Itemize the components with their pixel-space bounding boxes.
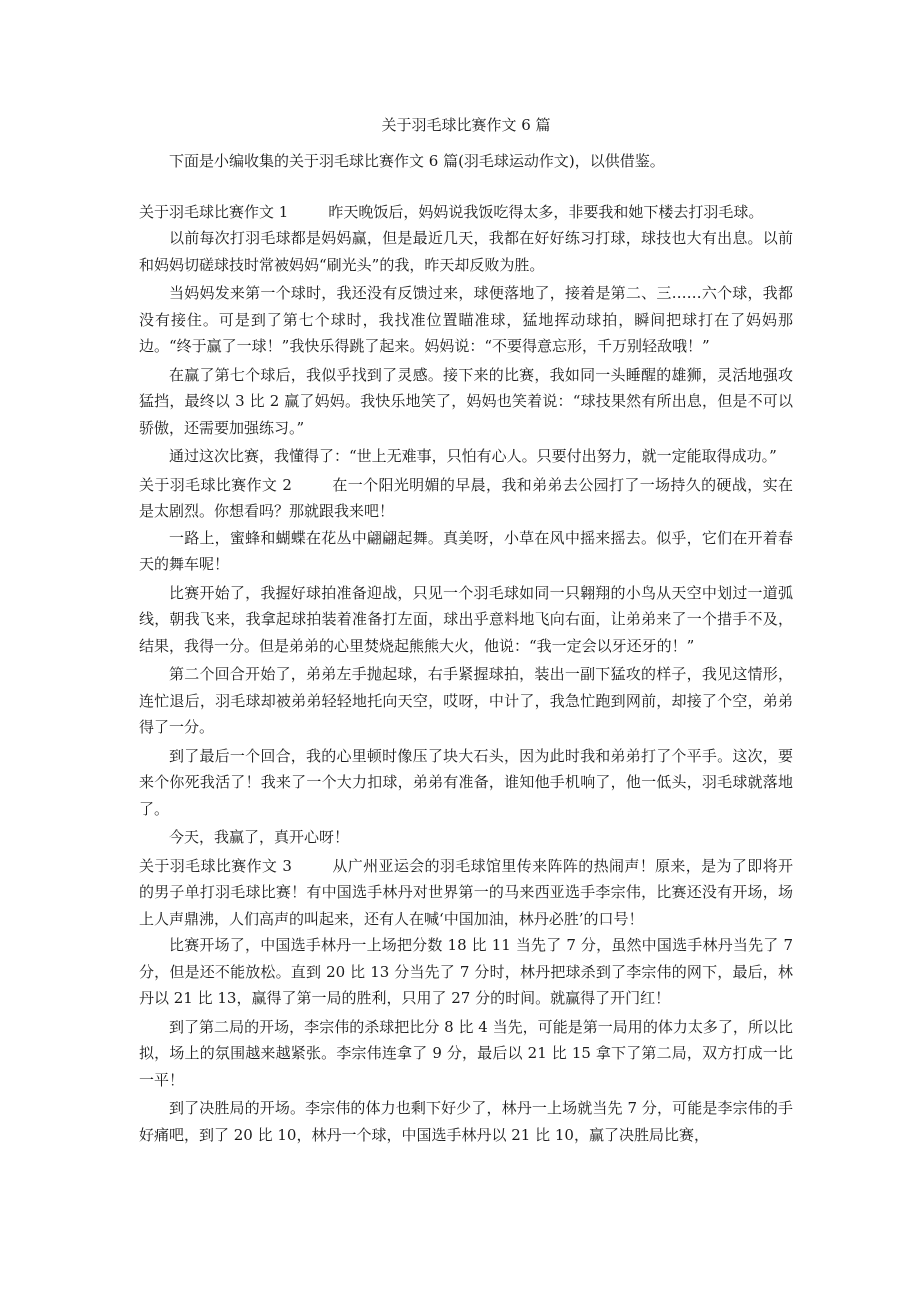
paragraph: 到了最后一个回合，我的心里顿时像压了块大石头，因为此时我和弟弟打了个平手。这次，要来个你死我活了！我来了一个大力扣球，弟弟有准备，谁知他手机响了，他一低头，羽毛球就落地了。 — [139, 746, 793, 818]
essay-section-3 — [139, 853, 793, 1149]
section-heading: 关于羽毛球比赛作文 1 — [139, 202, 289, 221]
section-header — [139, 853, 793, 933]
paragraph: 到了第二局的开场，李宗伟的杀球把比分 8 比 4 当先，可能是第一局用的体力太多了，所以比拟，场上的氛围越来越紧张。李宗伟连拿了 9 分，最后以 21 比 15 拿下了第二局，双方打成一比一平！ — [139, 1017, 793, 1089]
section-lead: 昨天晚饭后，妈妈说我饭吃得太多，非要我和她下楼去打羽毛球。 — [328, 202, 764, 221]
paragraph: 当妈妈发来第一个球时，我还没有反馈过来，球便落地了，接着是第二、三……六个球，我都没有接住。可是到了第七个球时，我找准位置瞄准球，猛地挥动球拍，瞬间把球打在了妈妈那边。“终于赢了一球！”我快乐得跳了起来。妈妈说：“不要得意忘形，千万别轻敌哦！” — [139, 284, 793, 355]
paragraph: 比赛开始了，我握好球拍准备迎战，只见一个羽毛球如同一只翱翔的小鸟从天空中划过一道弧线，朝我飞来，我拿起球拍装着准备打左面，球出乎意料地飞向右面，让弟弟来了一个措手不及，结果，我得一分。但是弟弟的心里焚烧起熊熊大火，他说：“我一定会以牙还牙的！” — [139, 583, 793, 655]
essay-section-1 — [139, 199, 793, 470]
section-heading: 关于羽毛球比赛作文 3 — [139, 856, 292, 875]
paragraph: 比赛开场了，中国选手林丹一上场把分数 18 比 11 当先了 7 分，虽然中国选手林丹当先了 7 分，但是还不能放松。直到 20 比 13 分当先了 7 分时，林丹把球杀到了李宗伟的网下，最后，林丹以 21 比 13，赢得了第一局的胜利，只用了 27 分的时间。就赢得了开门红！ — [139, 936, 793, 1007]
section-header — [139, 472, 793, 525]
essay-section-2 — [139, 472, 793, 851]
paragraph: 今天，我赢了，真开心呀！ — [169, 828, 350, 846]
section-header — [139, 199, 793, 226]
section-lead: 在一个阳光明媚的早晨，我和弟弟去公园打了一场持久的硬战，实在是太剧烈。你想看吗？那就跟我来吧！ — [139, 475, 793, 520]
paragraph: 通过这次比赛，我懂得了：“世上无难事，只怕有心人。只要付出努力，就一定能取得成功。” — [169, 447, 777, 465]
document-intro: 下面是小编收集的关于羽毛球比赛作文 6 篇(羽毛球运动作文)，以供借鉴。 — [169, 152, 665, 170]
paragraph: 一路上，蜜蜂和蝴蝶在花丛中翩翩起舞。真美呀，小草在风中摇来摇去。似乎，它们在开着春天的舞车呢！ — [139, 528, 793, 573]
document-title: 关于羽毛球比赛作文 6 篇 — [381, 116, 551, 134]
paragraph: 第二个回合开始了，弟弟左手抛起球，右手紧握球拍，装出一副下猛攻的样子，我见这情形，连忙退后，羽毛球却被弟弟轻轻地托向天空，哎呀，中计了，我急忙跑到网前，却接了个空，弟弟得了一分。 — [139, 665, 793, 736]
document-page — [139, 112, 793, 1150]
paragraph: 在赢了第七个球后，我似乎找到了灵感。接下来的比赛，我如同一头睡醒的雄狮，灵活地强攻猛挡，最终以 3 比 2 赢了妈妈。我快乐地笑了，妈妈也笑着说：“球技果然有所出息，但是不可以骄傲，还需要加强练习。” — [139, 365, 793, 437]
paragraph: 到了决胜局的开场。李宗伟的体力也剩下好少了，林丹一上场就当先 7 分，可能是李宗伟的手好痛吧，到了 20 比 10，林丹一个球，中国选手林丹以 21 比 10，赢了决胜局比赛， — [139, 1099, 793, 1144]
section-heading: 关于羽毛球比赛作文 2 — [139, 475, 292, 494]
paragraph: 以前每次打羽毛球都是妈妈赢，但是最近几天，我都在好好练习打球，球技也大有出息。以前和妈妈切磋球技时常被妈妈“刷光头”的我，昨天却反败为胜。 — [139, 229, 793, 274]
section-lead: 从广州亚运会的羽毛球馆里传来阵阵的热闹声！原来，是为了即将开的男子单打羽毛球比赛！有中国选手林丹对世界第一的马来西亚选手李宗伟，比赛还没有开场，场上人声鼎沸，人们高声的叫起来，还有人在喊‘中国加油，林丹必胜’的口号！ — [139, 856, 793, 928]
